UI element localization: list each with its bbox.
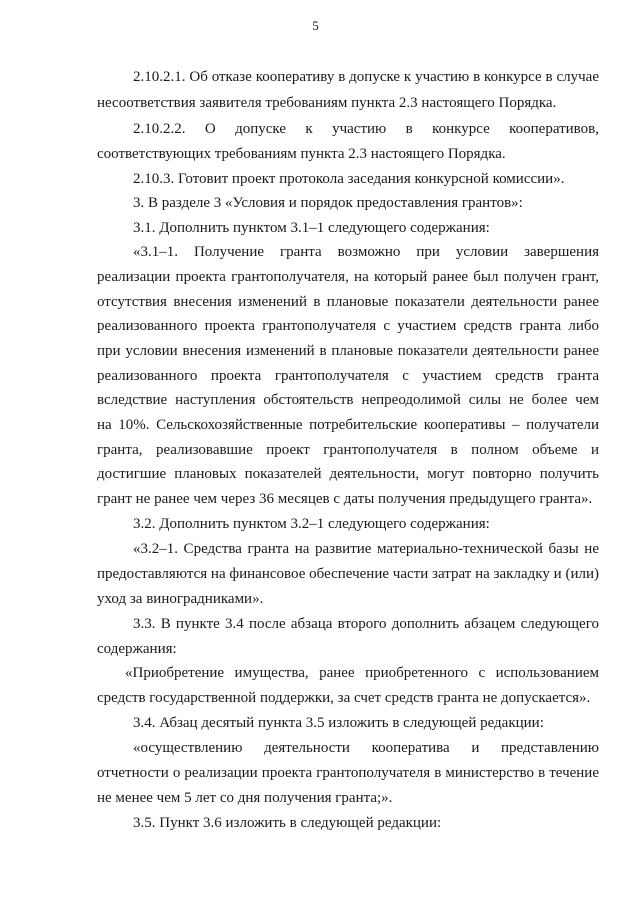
paragraph-line: 3.5. Пункт 3.6 изложить в следующей редакции: [133, 815, 442, 831]
paragraph-line: «осуществлению деятельности кооператива и представлению [133, 740, 599, 756]
paragraph-line: содержания: [97, 641, 177, 657]
paragraph-line: несоответствия заявителя требованиям пункта 2.3 настоящего Порядка. [97, 95, 557, 111]
paragraph-line: достигшие плановых показателей деятельности, могут повторно получить [97, 466, 599, 482]
paragraph-line: при условии внесения изменений в плановые показатели деятельности ранее [97, 343, 599, 359]
paragraph-line: соответствующих требованиям пункта 2.3 настоящего Порядка. [97, 146, 506, 162]
paragraph-line: 2.10.3. Готовит проект протокола заседания конкурсной комиссии». [133, 171, 565, 187]
paragraph-line: предоставляются на финансовое обеспечение части затрат на закладку и (или) [97, 566, 599, 582]
paragraph-line: на 10%. Сельскохозяйственные потребительские кооперативы – получатели [97, 417, 599, 433]
paragraph-line: средств государственной поддержки, за счет средств гранта не допускается». [97, 690, 591, 706]
paragraph-line: грант не ранее чем через 36 месяцев с даты получения предыдущего гранта». [97, 491, 593, 507]
paragraph-line: гранта, реализовавшие проект грантополучателя в полном объеме и [97, 442, 599, 458]
page-number: 5 [312, 18, 319, 33]
paragraph-line: реализованного проекта грантополучателя с участием средств гранта либо [97, 318, 599, 334]
paragraph-line: 3.4. Абзац десятый пункта 3.5 изложить в следующей редакции: [133, 715, 544, 731]
paragraph-line: 2.10.2.2. О допуске к участию в конкурсе кооперативов, [133, 121, 599, 137]
paragraph-line: 3.2. Дополнить пунктом 3.2–1 следующего содержания: [133, 516, 490, 532]
paragraph-line: реализованного проекта грантополучателя с участием средств гранта [97, 368, 599, 384]
paragraph-line: 2.10.2.1. Об отказе кооперативу в допуске к участию в конкурсе в случае [133, 69, 599, 85]
paragraph-line: реализации проекта грантополучателя, на который ранее был получен грант, [97, 269, 599, 285]
paragraph-line: уход за виноградниками». [97, 591, 264, 607]
paragraph-line: «3.1–1. Получение гранта возможно при условии завершения [133, 244, 599, 260]
paragraph-line: «3.2–1. Средства гранта на развитие материально-технической базы не [133, 541, 599, 557]
paragraph-line: 3. В разделе 3 «Условия и порядок предоставления грантов»: [133, 195, 523, 211]
paragraph-line: 3.1. Дополнить пунктом 3.1–1 следующего содержания: [133, 220, 490, 236]
paragraph-line: отсутствия внесения изменений в плановые показатели деятельности ранее [97, 294, 599, 310]
paragraph-line: отчетности о реализации проекта грантополучателя в министерство в течение [97, 765, 599, 781]
paragraph-line: 3.3. В пункте 3.4 после абзаца второго дополнить абзацем следующего [133, 616, 599, 632]
paragraph-line: вследствие наступления обстоятельств непреодолимой силы не более чем [97, 392, 599, 408]
paragraph-line: не менее чем 5 лет со дня получения гранта;». [97, 790, 393, 806]
paragraph-line: «Приобретение имущества, ранее приобретенного с использованием [125, 665, 599, 681]
